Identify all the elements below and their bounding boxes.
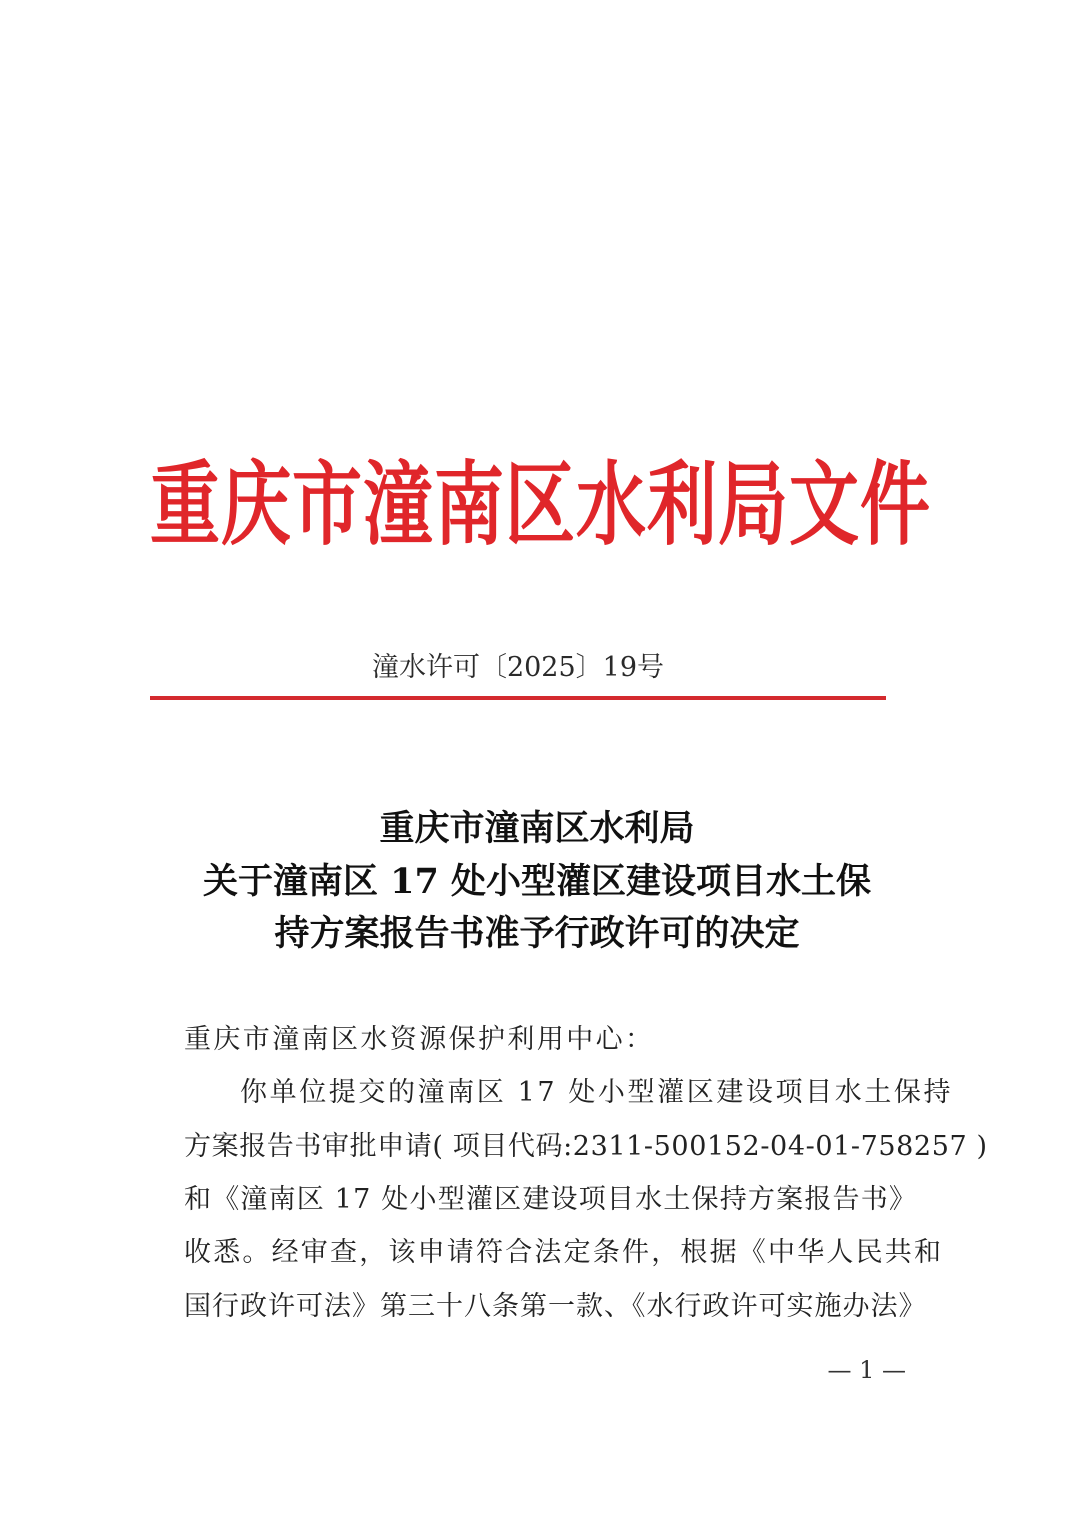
page-number: — 1 —	[827, 1356, 906, 1384]
document-title-line-2: 关于潼南区 17 处小型灌区建设项目水土保	[202, 861, 872, 902]
document-number: 潼水许可〔2025〕19号	[371, 652, 665, 683]
document-title-line-3: 持方案报告书准予行政许可的决定	[274, 913, 800, 954]
salutation: 重庆市潼南区水资源保护利用中心：	[184, 1024, 655, 1055]
body-line: 国行政许可法》第三十八条第一款、《水行政许可实施办法》	[184, 1291, 927, 1322]
body-line: 方案报告书审批申请( 项目代码:2311-500152-04-01-758257 )	[184, 1131, 988, 1162]
body-line: 你单位提交的潼南区 17 处小型灌区建设项目水土保持	[240, 1077, 954, 1108]
body-line: 收悉。经审查，该申请符合法定条件，根据《中华人民共和	[184, 1237, 944, 1268]
document-title-line-1: 重庆市潼南区水利局	[379, 808, 695, 849]
masthead-red-rule	[150, 696, 886, 700]
document-masthead: 重庆市潼南区水利局文件	[150, 451, 931, 559]
body-line: 和《潼南区 17 处小型灌区建设项目水土保持方案报告书》	[184, 1184, 918, 1215]
